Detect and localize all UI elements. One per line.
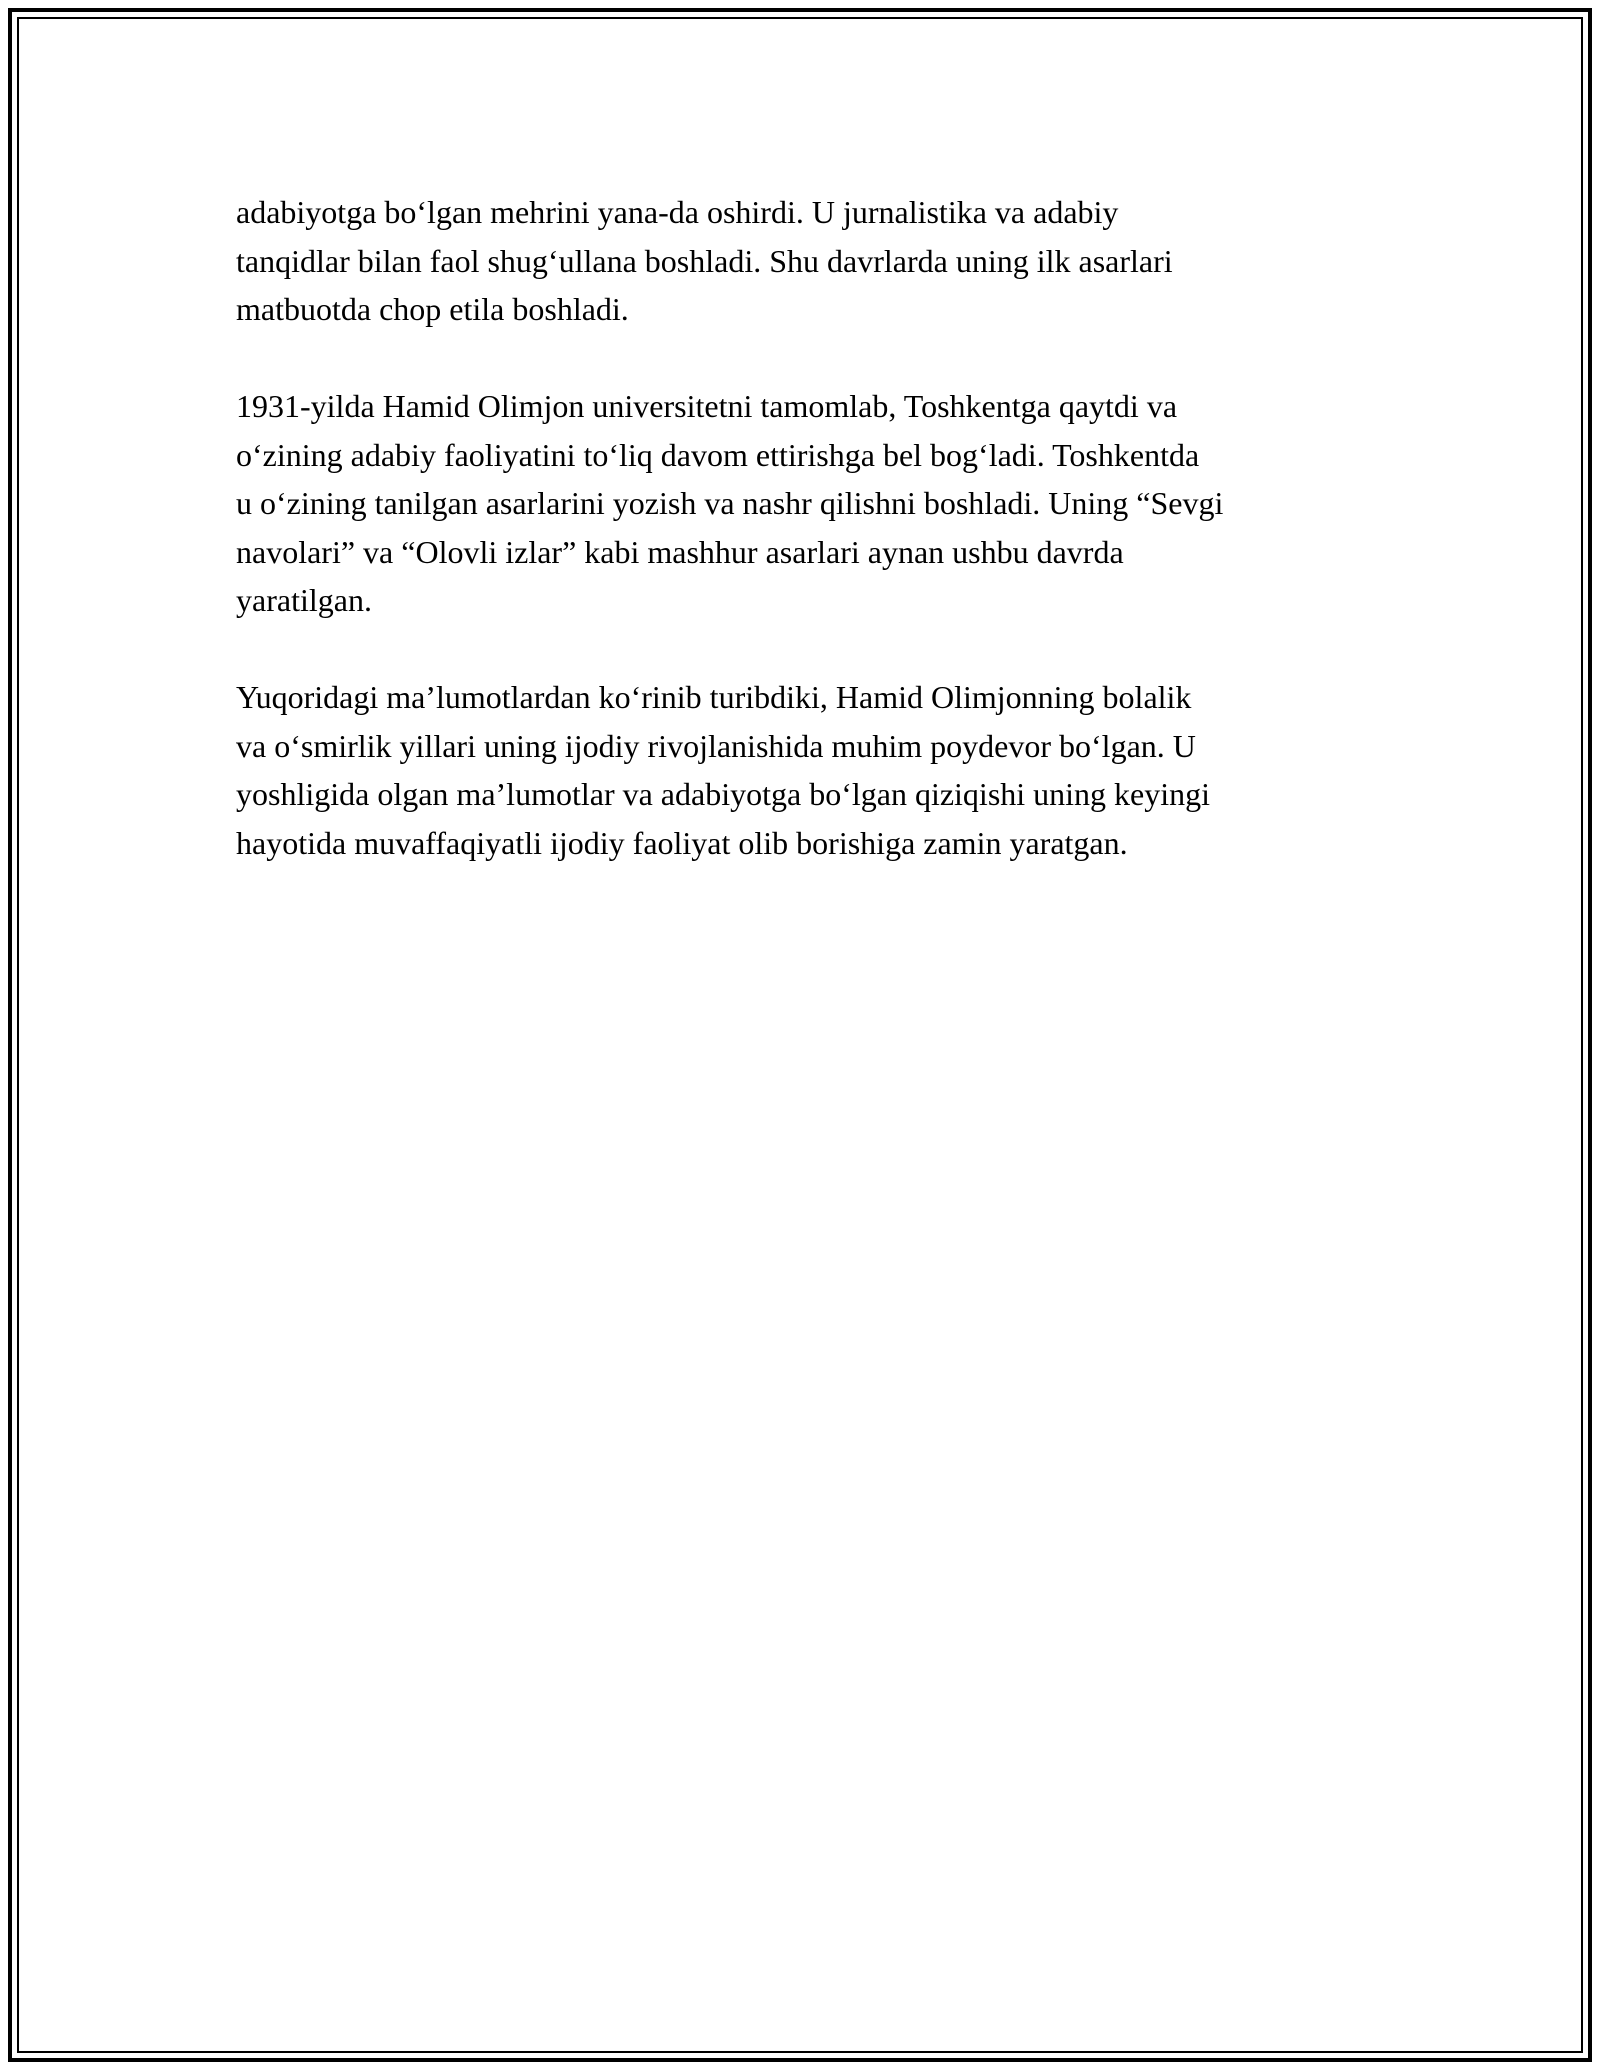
text-line: adabiyotga bo‘lgan mehrini yana-da oshirdi. U jurnalistika va adabiy xyxy=(236,194,1119,230)
text-line: va o‘smirlik yillari uning ijodiy rivojlanishida muhim poydevor bo‘lgan. U xyxy=(236,727,1196,764)
text-line: matbuotda chop etila boshladi. xyxy=(236,291,629,327)
paragraph-1 xyxy=(236,188,1376,334)
text-line: tanqidlar bilan faol shug‘ullana boshladi. Shu davrlarda uning ilk asarlari xyxy=(236,242,1173,279)
text-line: 1931-yilda Hamid Olimjon universitetni tamomlab, Toshkentga qaytdi va xyxy=(236,388,1178,424)
text-line: navolari” va “Olovli izlar” kabi mashhur asarlari aynan ushbu davrda xyxy=(236,533,1124,570)
paragraph-2 xyxy=(236,382,1376,625)
paragraph-3 xyxy=(236,673,1376,867)
text-line: o‘zining adabiy faoliyatini to‘liq davom ettirishga bel bog‘ladi. Toshkentda xyxy=(236,436,1200,473)
text-line: yoshligida olgan ma’lumotlar va adabiyotga bo‘lgan qiziqishi uning keyingi xyxy=(236,776,1211,812)
document-body xyxy=(236,188,1376,916)
text-line: Yuqoridagi ma’lumotlardan ko‘rinib turibdiki, Hamid Olimjonning bolalik xyxy=(236,679,1192,715)
text-line: yaratilgan. xyxy=(236,582,372,618)
text-line: hayotida muvaffaqiyatli ijodiy faoliyat olib borishiga zamin yaratgan. xyxy=(236,824,1128,861)
text-line: u o‘zining tanilgan asarlarini yozish va nashr qilishni boshladi. Uning “Sevgi xyxy=(236,485,1224,521)
